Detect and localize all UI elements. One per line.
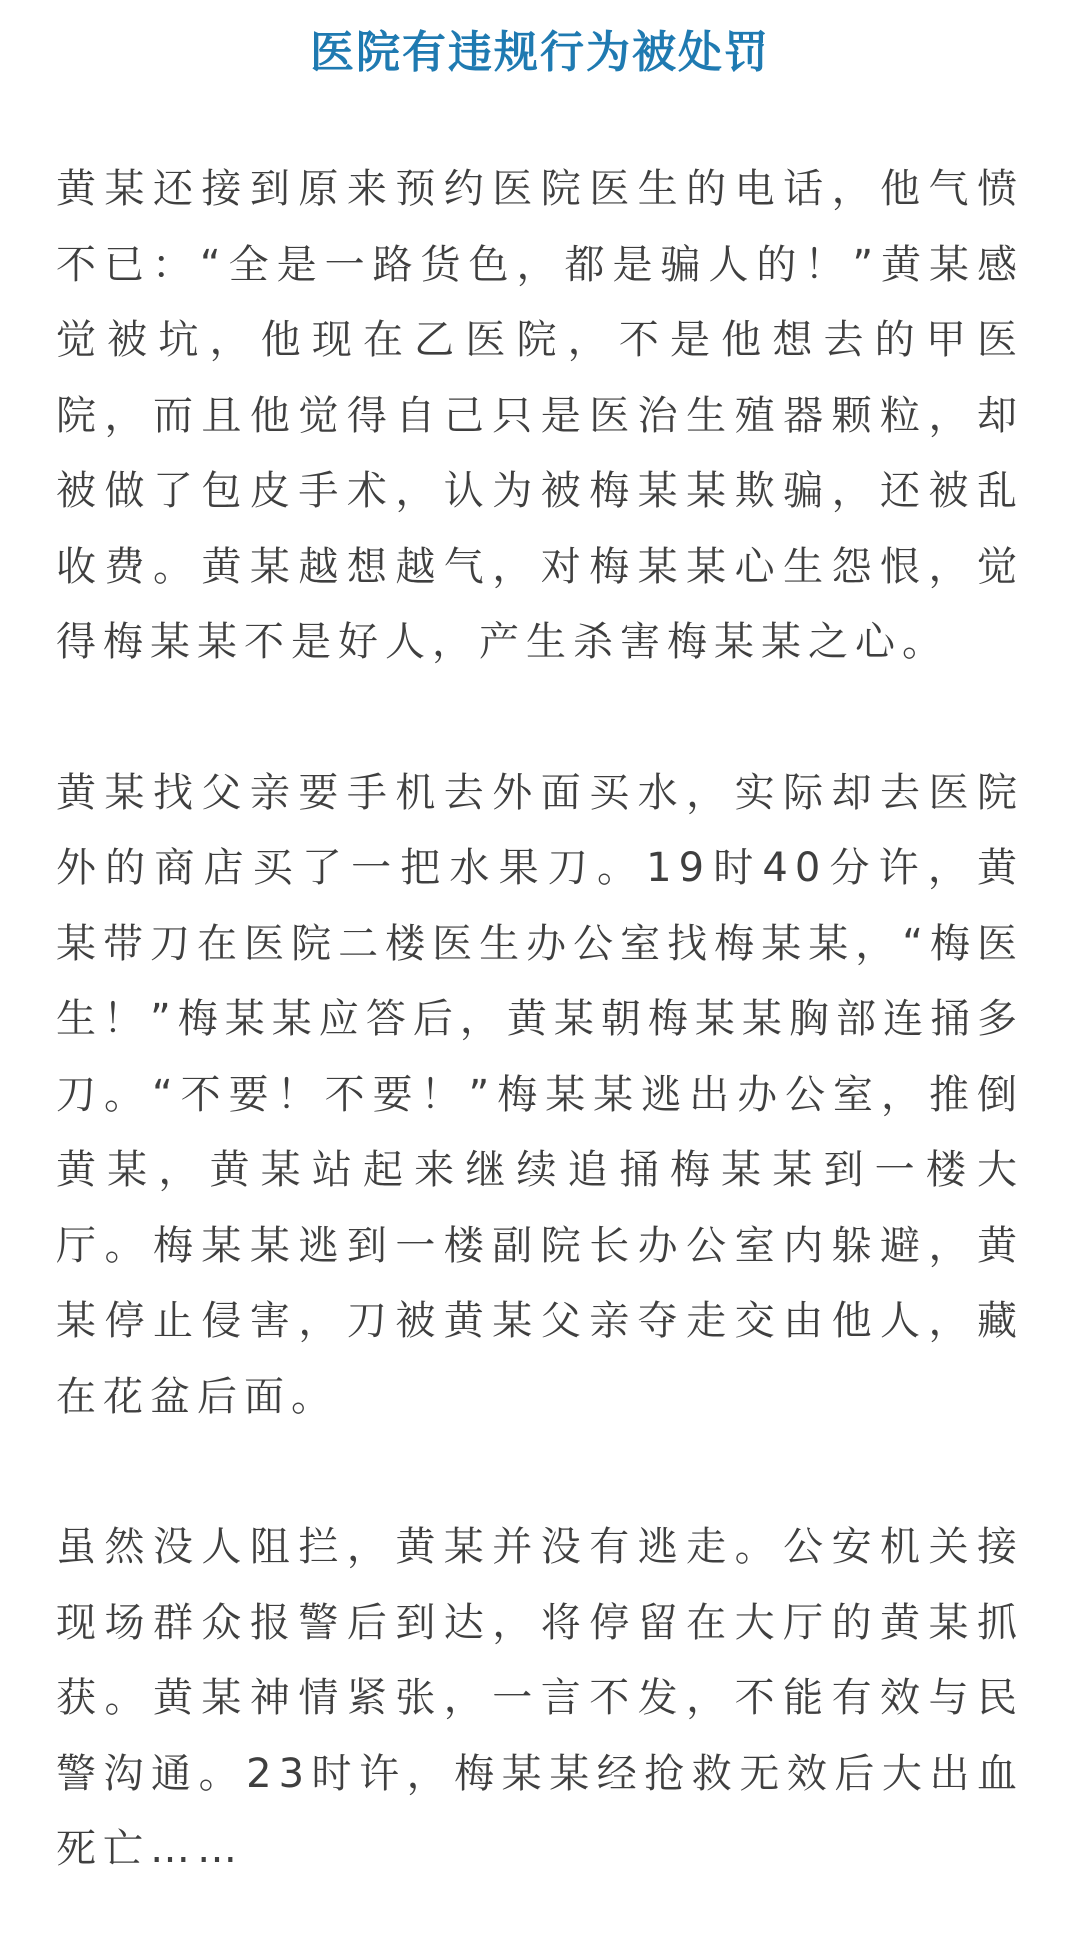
article-paragraph-3: 虽然没人阻拦，黄某并没有逃走。公安机关接现场群众报警后到达，将停留在大厅的黄某抓获。黄某神情紧张，一言不发，不能有效与民警沟通。23时许，梅某某经抢救无效后大出血死亡…… bbox=[56, 1524, 1024, 1872]
article-paragraph-2: 黄某找父亲要手机去外面买水，实际却去医院外的商店买了一把水果刀。19时40分许，黄某带刀在医院二楼医生办公室找梅某某，“梅医生！”梅某某应答后，黄某朝梅某某胸部连捅多刀。“不要！不要！”梅某某逃出办公室，推倒黄某，黄某站起来继续追捅梅某某到一楼大厅。梅某某逃到一楼副院长办公室内躲避，黄某停止侵害，刀被黄某父亲夺走交由他人，藏在花盆后面。 bbox=[56, 769, 1024, 1420]
article-paragraph-1: 黄某还接到原来预约医院医生的电话，他气愤不已：“全是一路货色，都是骗人的！”黄某感觉被坑，他现在乙医院，不是他想去的甲医院，而且他觉得自己只是医治生殖器颗粒，却被做了包皮手术，认为被梅某某欺骗，还被乱收费。黄某越想越气，对梅某某心生怨恨，觉得梅某某不是好人，产生杀害梅某某之心。 bbox=[56, 166, 1024, 665]
section-title: 医院有违规行为被处罚 bbox=[310, 27, 770, 78]
